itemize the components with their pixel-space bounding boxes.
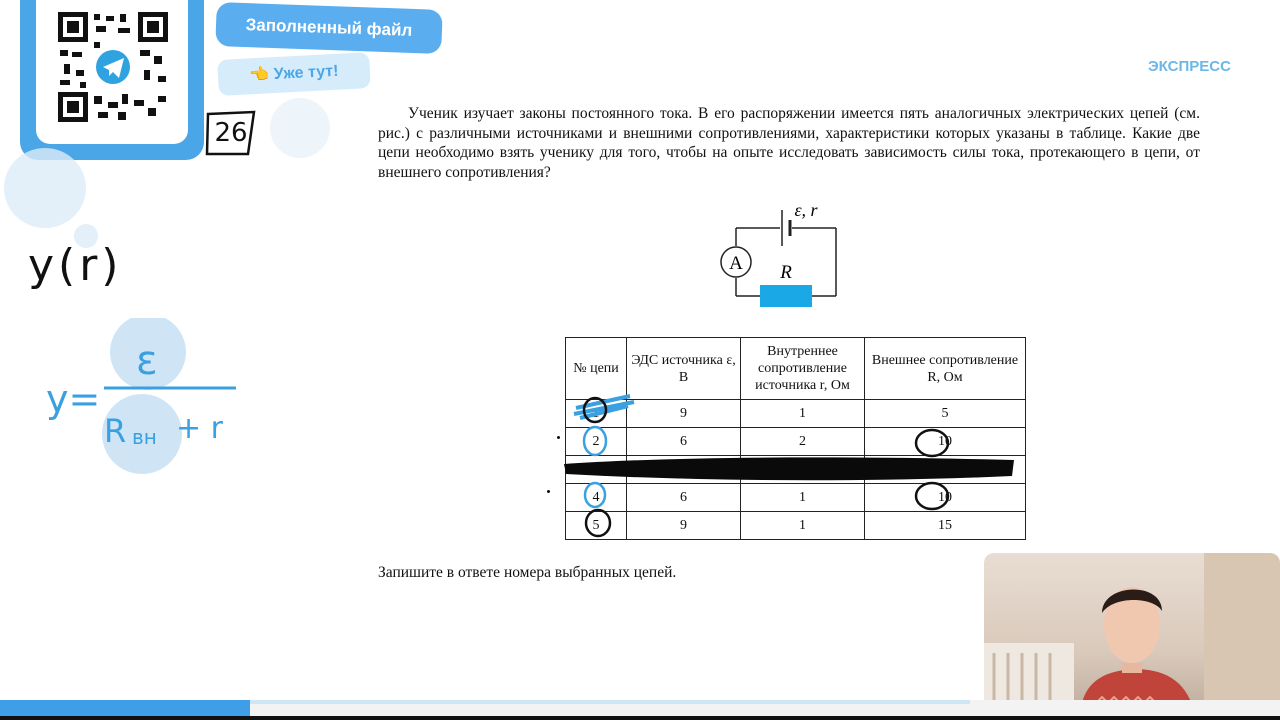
pen-dot <box>547 490 550 493</box>
webcam-video <box>984 553 1280 720</box>
decor-bubble <box>4 148 86 228</box>
circle-marks-annotation <box>910 424 958 518</box>
progress-fill <box>0 700 250 716</box>
presenter-video-icon <box>984 553 1280 720</box>
table-cell: 10 <box>865 484 1026 512</box>
qr-card <box>20 0 204 160</box>
circuit-diagram <box>716 198 856 315</box>
header-circuit-number: № цепи <box>566 338 627 400</box>
table-cell: 9 <box>627 512 741 540</box>
problem-text: Ученик изучает законы постоянного тока. В его распоряжении имеется пять аналогичных электрических цепей (см. рис.) с различными источниками и внешними сопротивлениями, характеристики которых указаны в таблице. Какие две цепи необходимо взять ученику для того, чтобы на опыте исследовать зависимость силы тока, протекающего в цепи, от внешнего сопротивления? <box>378 105 1200 181</box>
bottom-edge <box>0 716 1280 720</box>
already-here-badge: 👈 Уже тут! <box>217 52 371 96</box>
pen-dot <box>557 436 560 439</box>
header-external-resistance: Внешнее сопротивление R, Ом <box>865 338 1026 400</box>
ammeter-label: A <box>729 253 743 274</box>
table-cell: 6 <box>627 484 741 512</box>
brand-label: ЭКСПРЕСС <box>1148 58 1231 75</box>
table-cell: 1 <box>566 400 627 428</box>
table-cell: 2 <box>566 428 627 456</box>
table-cell: 9 <box>627 400 741 428</box>
formula-lhs: y= <box>46 377 101 421</box>
handwritten-function-note: y(r) <box>28 240 123 291</box>
handwritten-formula <box>40 318 250 483</box>
header-internal-resistance: Внутреннее сопротивление источника r, Ом <box>741 338 865 400</box>
resistor-symbol <box>760 285 812 307</box>
table-header-row <box>566 338 1026 400</box>
formula-plus-r: + r <box>176 411 224 446</box>
table-cell: 5 <box>865 400 1026 428</box>
table-cell: 10 <box>865 428 1026 456</box>
qr-code[interactable] <box>36 0 188 144</box>
decor-bubble <box>270 98 330 158</box>
qr-code-icon <box>58 12 168 122</box>
answer-prompt: Запишите в ответе номера выбранных цепей. <box>378 564 677 581</box>
table-cell: 6 <box>627 428 741 456</box>
formula-denominator: R <box>104 412 127 450</box>
video-progress-bar[interactable] <box>0 700 1280 720</box>
source-label: ε, r <box>794 200 818 220</box>
table-cell: 2 <box>741 428 865 456</box>
resistor-label: R <box>780 262 792 283</box>
filled-file-button[interactable]: Заполненный файл <box>215 2 442 54</box>
buffer-fill <box>250 700 970 704</box>
circle-marks-annotation <box>570 392 650 542</box>
table-cell: 1 <box>741 512 865 540</box>
table-cell: 4 <box>566 484 627 512</box>
task-number: 26 <box>206 112 256 154</box>
table-cell: 15 <box>865 512 1026 540</box>
table-cell: 1 <box>741 484 865 512</box>
formula-numerator: ε <box>136 338 158 384</box>
table-cell: 5 <box>566 512 627 540</box>
header-emf: ЭДС источника ε, В <box>627 338 741 400</box>
table-cell: 1 <box>741 400 865 428</box>
formula-subscript: вн <box>132 425 157 449</box>
